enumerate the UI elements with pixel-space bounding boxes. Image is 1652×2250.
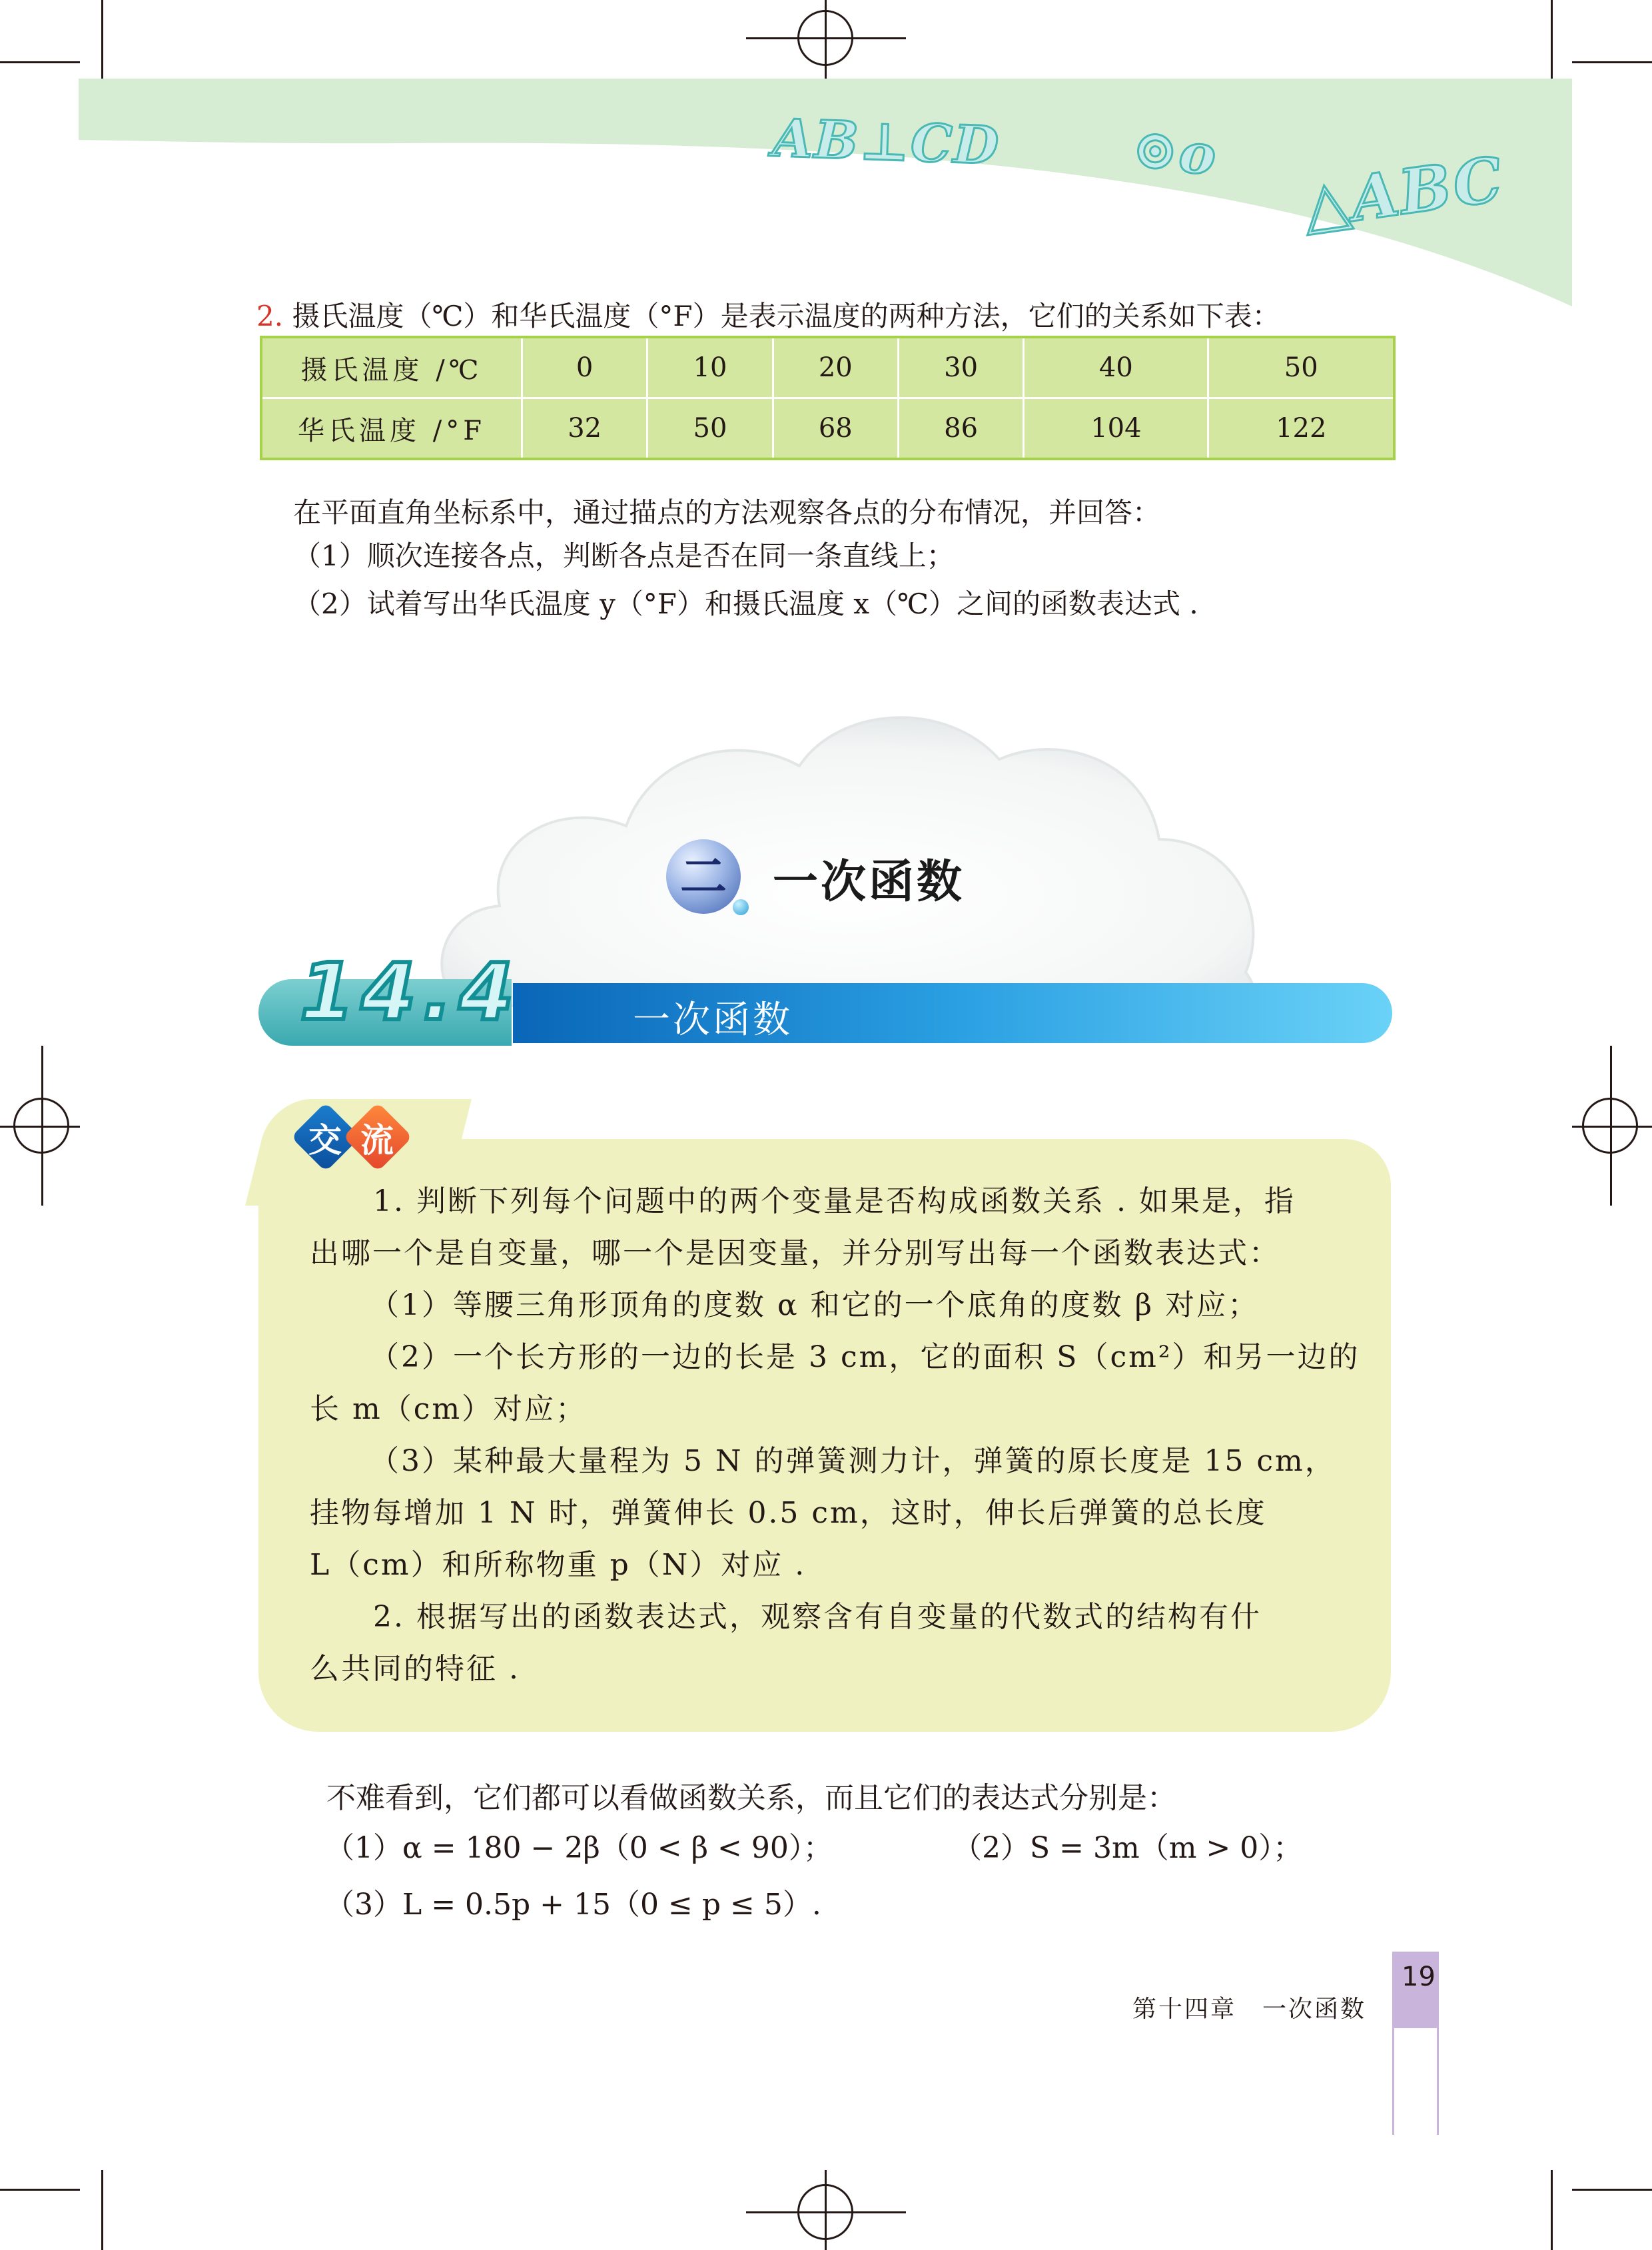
exercise-number: 2. [256, 300, 284, 332]
table-row-header: 华氏温度 /°F [261, 398, 522, 460]
page-number: 19 [1402, 1962, 1436, 1992]
table-row [261, 398, 1394, 460]
page-tab-line [1437, 2028, 1439, 2135]
exercise-line: （2）试着写出华氏温度 y（°F）和摄氏温度 x（℃）之间的函数表达式 . [293, 587, 1198, 620]
temperature-table [260, 336, 1396, 460]
table-cell: 50 [1208, 337, 1394, 398]
table-cell: 0 [522, 337, 647, 398]
lesson-title: 一次函数 [633, 998, 793, 1042]
exchange-line: 么共同的特征 . [310, 1652, 520, 1686]
section-badge: 二 [666, 839, 741, 914]
exchange-line: 1. 判断下列每个问题中的两个变量是否构成函数关系 . 如果是，指 [373, 1184, 1296, 1218]
conclusion-expression-2: （2）S = 3m（m > 0）； [953, 1831, 1303, 1865]
table-cell: 68 [773, 398, 898, 460]
table-cell: 32 [522, 398, 647, 460]
conclusion-expression-3: （3）L = 0.5p + 15（0 ≤ p ≤ 5）. [325, 1888, 821, 1922]
exchange-line: （3）某种最大量程为 5 N 的弹簧测力计，弹簧的原长度是 15 cm， [370, 1444, 1336, 1478]
footer-chapter: 第十四章 一次函数 [1132, 1996, 1367, 2023]
section-badge-dot [733, 899, 749, 915]
table-cell: 122 [1208, 398, 1394, 460]
exchange-line: 2. 根据写出的函数表达式，观察含有自变量的代数式的结构有什 [373, 1600, 1262, 1634]
exchange-line: 长 m（cm）对应； [310, 1392, 588, 1426]
table-cell: 10 [647, 337, 773, 398]
exchange-line: （1）等腰三角形顶角的度数 α 和它的一个底角的度数 β 对应； [370, 1288, 1260, 1322]
exercise-intro-text: 摄氏温度（℃）和华氏温度（°F）是表示温度的两种方法，它们的关系如下表： [292, 300, 1280, 332]
exercise-line: 在平面直角坐标系中，通过描点的方法观察各点的分布情况，并回答： [293, 496, 1161, 529]
table-cell: 40 [1024, 337, 1208, 398]
exchange-line: L（cm）和所称物重 p（N）对应 . [310, 1548, 807, 1582]
exercise-line: （1）顺次连接各点，判断各点是否在同一条直线上； [293, 540, 955, 572]
exchange-line: 出哪一个是自变量，哪一个是因变量，并分别写出每一个函数表达式： [310, 1236, 1280, 1270]
banner-symbol-triangle: △ABC [1298, 143, 1508, 242]
table-cell: 50 [647, 398, 773, 460]
conclusion-intro: 不难看到，它们都可以看做函数关系，而且它们的表达式分别是： [326, 1781, 1176, 1815]
conclusion-expression-1: （1）α = 180 − 2β（0 < β < 90）； [325, 1831, 833, 1865]
section-title: 一次函数 [773, 856, 965, 909]
exchange-label-char-1: 交 [308, 1121, 342, 1160]
exchange-line: （2）一个长方形的一边的长是 3 cm，它的面积 S（cm²）和另一边的 [370, 1340, 1360, 1374]
exchange-label-char-2: 流 [360, 1121, 394, 1160]
banner-symbol-perpendicular: AB⊥CD [771, 108, 1001, 177]
exchange-line: 挂物每增加 1 N 时，弹簧伸长 0.5 cm，这时，伸长后弹簧的总长度 [310, 1496, 1267, 1530]
lesson-number: 14.4 [300, 946, 521, 1038]
table-row [261, 337, 1394, 398]
banner-symbol-circle: ⊙o [1129, 115, 1221, 188]
page-tab-line [1392, 2028, 1394, 2135]
table-row-header: 摄氏温度 /℃ [261, 337, 522, 398]
table-cell: 86 [898, 398, 1023, 460]
table-cell: 20 [773, 337, 898, 398]
exercise-2-intro [256, 293, 1280, 340]
table-cell: 30 [898, 337, 1023, 398]
table-cell: 104 [1024, 398, 1208, 460]
